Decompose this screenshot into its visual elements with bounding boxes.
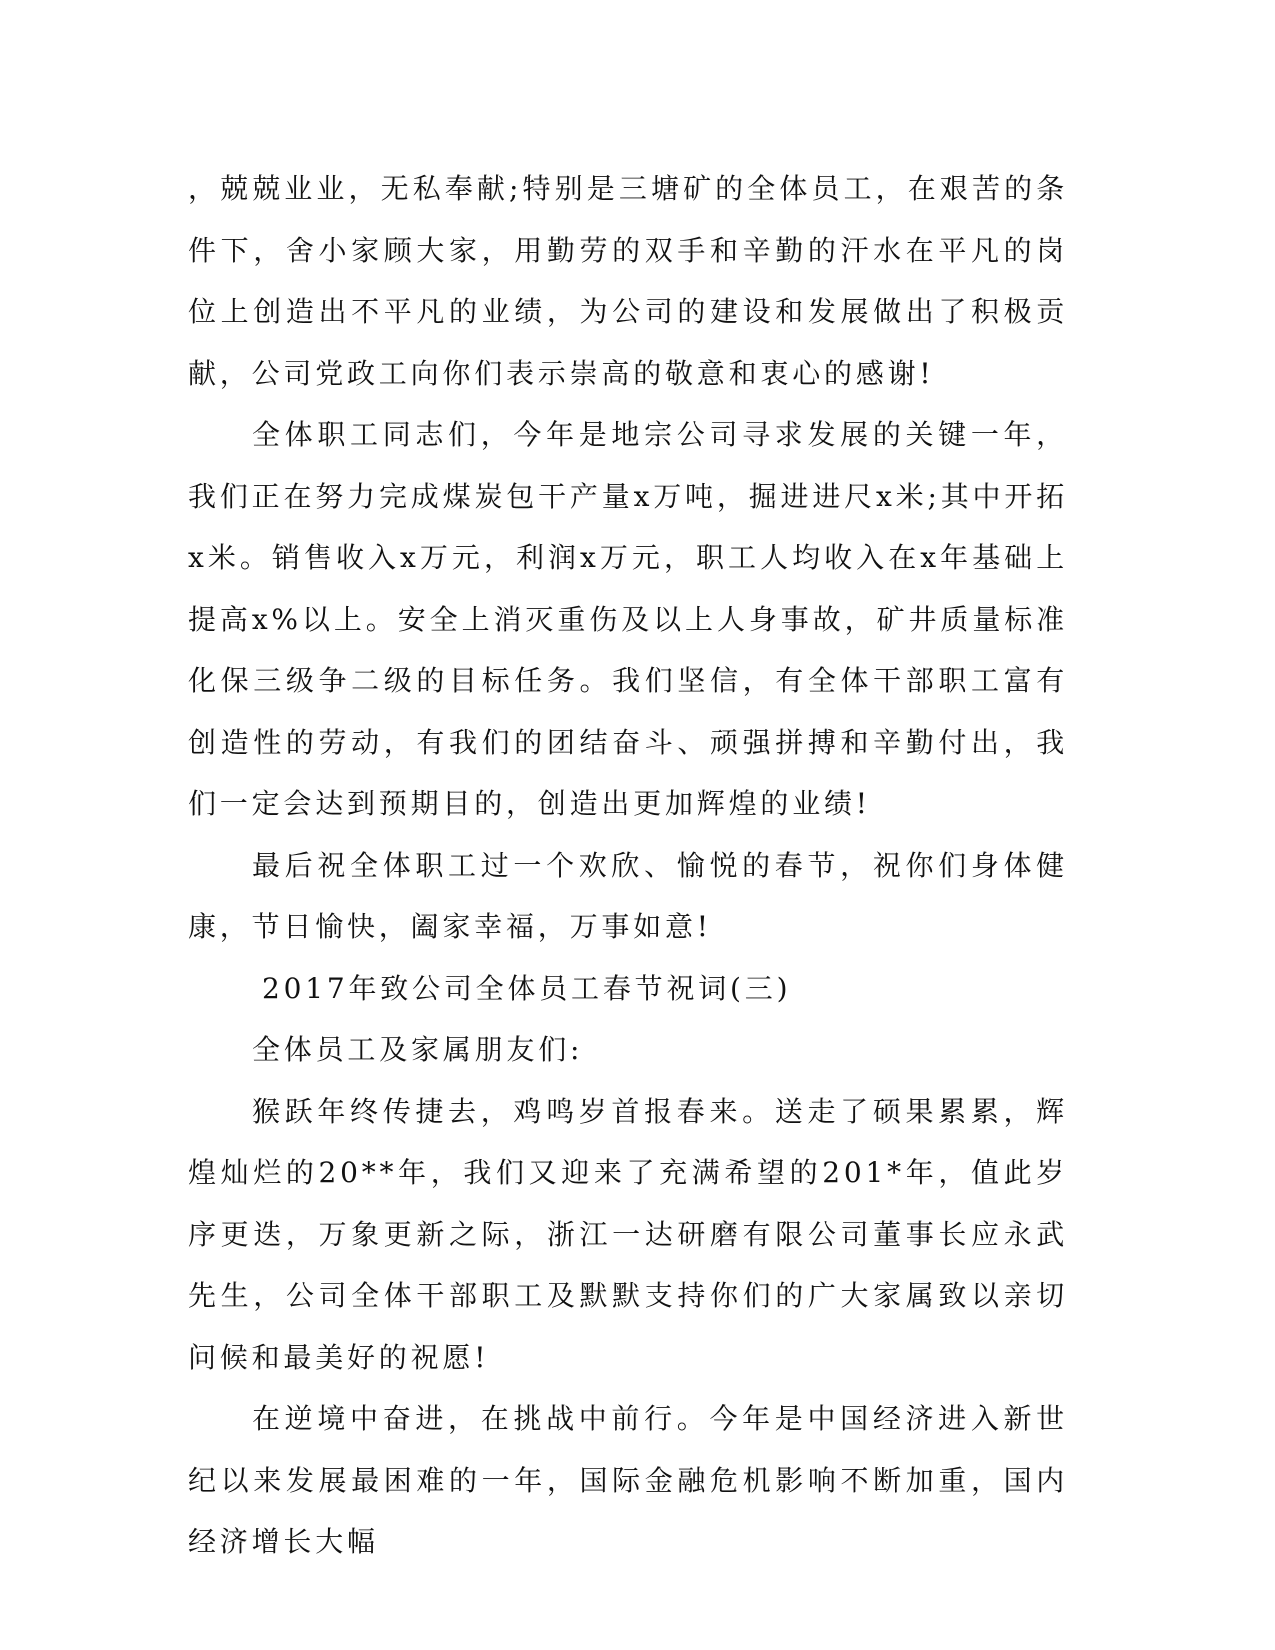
paragraph-goals: 全体职工同志们，今年是地宗公司寻求发展的关键一年，我们正在努力完成煤炭包干产量x万吨，掘进进尺x米;其中开拓x米。销售收入x万元，利润x万元，职工人均收入在x年基础上提高x%以上。安全上消灭重伤及以上人身事故，矿井质量标准化保三级争二级的目标任务。我们坚信，有全体干部职工富有创造性的劳动，有我们的团结奋斗、顽强拼搏和辛勤付出，我们一定会达到预期目的，创造出更加辉煌的业绩! (188, 418, 1068, 820)
paragraph-continuation: ，兢兢业业，无私奉献;特别是三塘矿的全体员工，在艰苦的条件下，舍小家顾大家，用勤劳的双手和辛勤的汗水在平凡的岗位上创造出不平凡的业绩，为公司的建设和发展做出了积极贡献，公司党政工向你们表示崇高的敬意和衷心的感谢! (188, 172, 1068, 390)
paragraph-economy: 在逆境中奋进，在挑战中前行。今年是中国经济进入新世纪以来发展最困难的一年，国际金融危机影响不断加重，国内经济增长大幅 (188, 1402, 1068, 1558)
salutation: 全体员工及家属朋友们: (252, 1033, 584, 1066)
paragraph-closing-wishes: 最后祝全体职工过一个欢欣、愉悦的春节，祝你们身体健康，节日愉快，阖家幸福，万事如意! (188, 848, 1068, 943)
paragraph-greeting: 猴跃年终传捷去，鸡鸣岁首报春来。送走了硕果累累，辉煌灿烂的20**年，我们又迎来了充满希望的201*年，值此岁序更迭，万象更新之际，浙江一达研磨有限公司董事长应永武先生，公司全体干部职工及默默支持你们的广大家属致以亲切问候和最美好的祝愿! (188, 1094, 1068, 1374)
section-heading: 2017年致公司全体员工春节祝词(三) (262, 971, 792, 1005)
document-body (188, 158, 1068, 1573)
